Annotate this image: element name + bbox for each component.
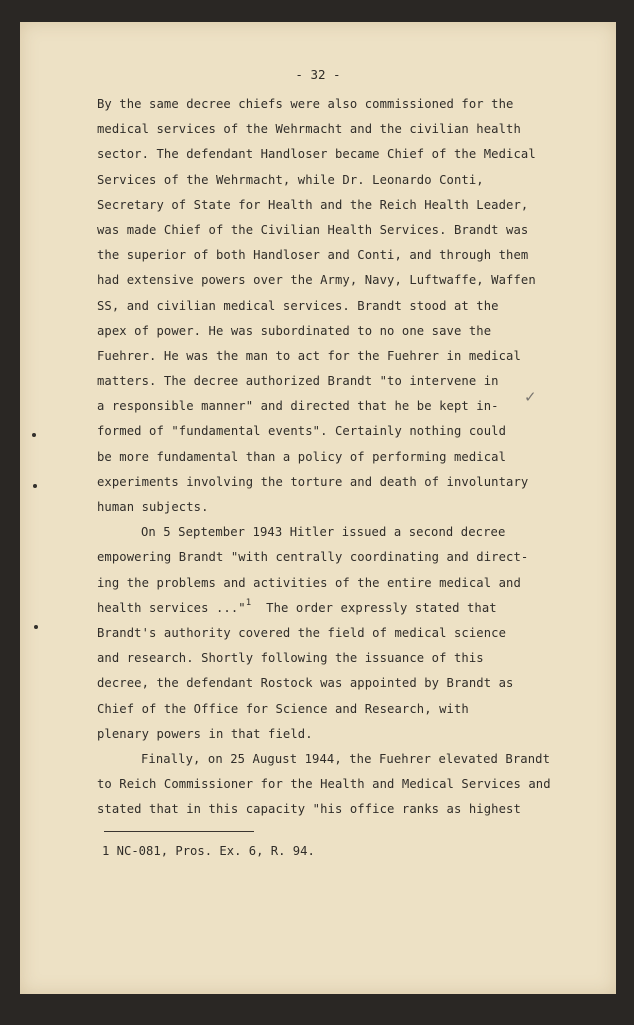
- text-line: Services of the Wehrmacht, while Dr. Leonardo Conti,: [97, 172, 484, 187]
- text-line: a responsible manner" and directed that he be kept in-: [97, 399, 499, 414]
- text-line: be more fundamental than a policy of performing medical: [97, 449, 507, 464]
- footnote-divider: [104, 831, 254, 832]
- text-line: to Reich Commissioner for the Health and Medical Services and: [97, 777, 551, 792]
- text-line: had extensive powers over the Army, Navy, Luftwaffe, Waffen: [97, 273, 536, 288]
- text-line: sector. The defendant Handloser became Chief of the Medical: [97, 147, 536, 162]
- footnote: 1 NC-081, Pros. Ex. 6, R. 94.: [102, 844, 315, 858]
- margin-dot: [32, 433, 36, 437]
- page-number: - 32 -: [295, 67, 341, 82]
- text-line: ing the problems and activities of the entire medical and: [97, 575, 521, 590]
- text-line: Chief of the Office for Science and Research, with: [97, 701, 469, 716]
- text-line: empowering Brandt "with centrally coordinating and direct-: [97, 550, 529, 565]
- text-line: plenary powers in that field.: [97, 726, 313, 741]
- checkmark-icon: ✓: [524, 388, 537, 406]
- text-line: apex of power. He was subordinated to no one save the: [97, 323, 492, 338]
- text-line: decree, the defendant Rostock was appointed by Brandt as: [97, 676, 514, 691]
- text-line: On 5 September 1943 Hitler issued a second decree: [141, 525, 506, 540]
- text-line: Fuehrer. He was the man to act for the Fuehrer in medical: [97, 348, 521, 363]
- text-line: stated that in this capacity "his office ranks as highest: [97, 802, 521, 817]
- text-line: Secretary of State for Health and the Reich Health Leader,: [97, 197, 529, 212]
- text-line: the superior of both Handloser and Conti, and through them: [97, 248, 529, 263]
- text-line: and research. Shortly following the issuance of this: [97, 651, 484, 666]
- text-line: Finally, on 25 August 1944, the Fuehrer elevated Brandt: [141, 751, 551, 766]
- text-line: formed of "fundamental events". Certainly nothing could: [97, 424, 507, 439]
- text-segment: The order expressly stated that: [266, 600, 497, 615]
- document-page: [20, 22, 616, 994]
- text-segment: health services ...": [97, 600, 246, 615]
- text-line: medical services of the Wehrmacht and the civilian health: [97, 122, 521, 137]
- text-line: Brandt's authority covered the field of medical science: [97, 625, 507, 640]
- margin-dot: [34, 625, 38, 629]
- footnote-marker: 1: [245, 597, 252, 608]
- text-line: matters. The decree authorized Brandt "to intervene in: [97, 374, 499, 389]
- body-text: [97, 92, 567, 822]
- text-line: By the same decree chiefs were also commissioned for the: [97, 97, 514, 111]
- text-line-with-footnote: [97, 596, 567, 621]
- text-line: experiments involving the torture and death of involuntary: [97, 474, 529, 489]
- margin-dot: [33, 484, 37, 488]
- text-line: SS, and civilian medical services. Brandt stood at the: [97, 298, 499, 313]
- text-line: human subjects.: [97, 500, 209, 514]
- text-line: was made Chief of the Civilian Health Services. Brandt was: [97, 222, 529, 237]
